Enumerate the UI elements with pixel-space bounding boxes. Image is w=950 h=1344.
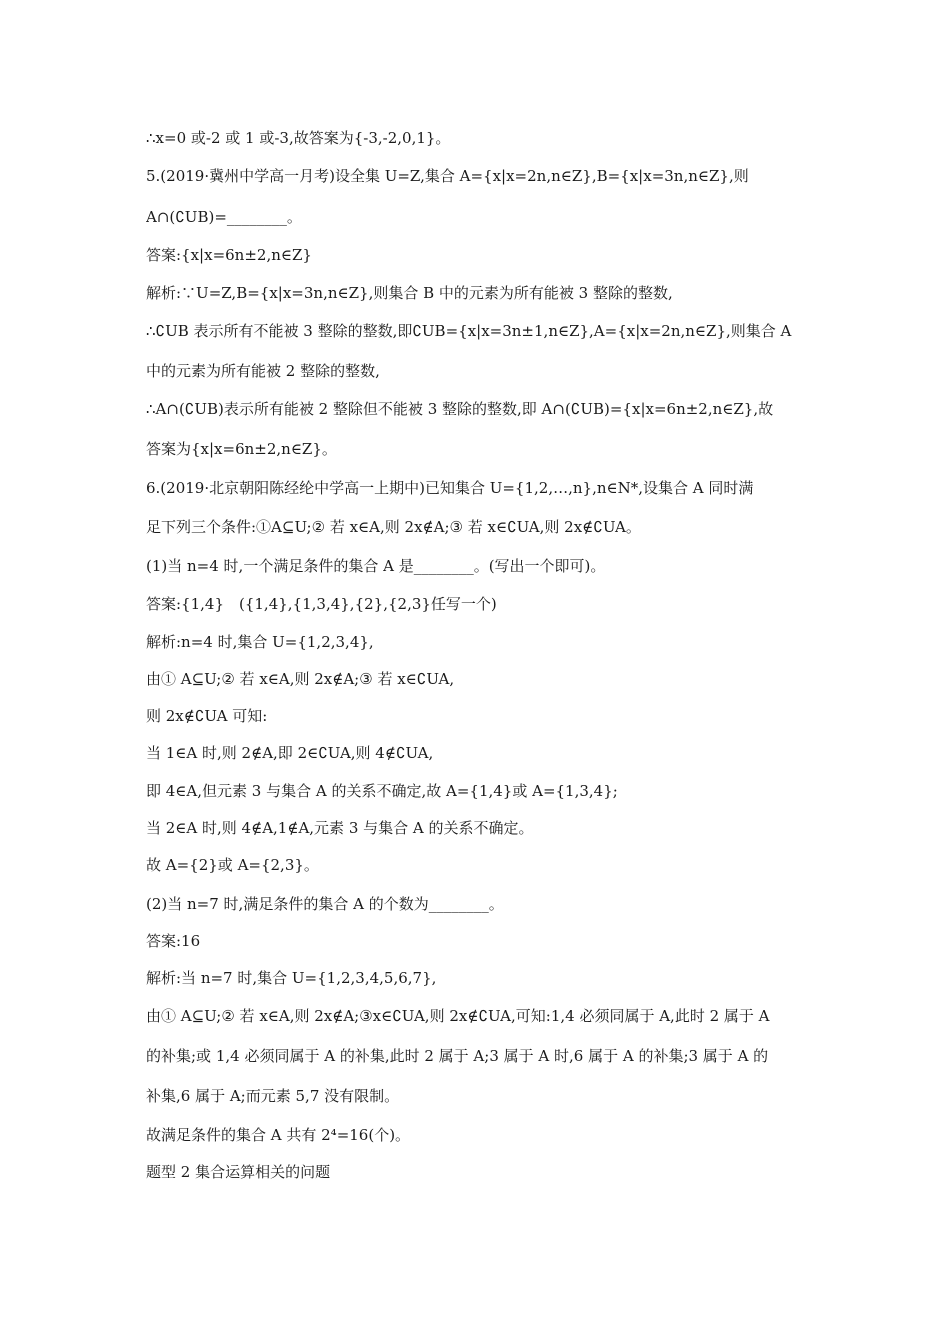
question-6-part-1: (1)当 n=4 时,一个满足条件的集合 A 是________。(写出一个即可)。 bbox=[146, 557, 606, 575]
section-heading: 题型 2 集合运算相关的问题 bbox=[146, 1163, 331, 1181]
text-line: 故 A={2}或 A={2,3}。 bbox=[146, 856, 319, 874]
question-5-stem: 5.(2019·冀州中学高一月考)设全集 U=Z,集合 A={x|x=2n,n∈Z},B={x|x=3n,n∈Z},则 bbox=[146, 167, 749, 185]
text-line: 解析:当 n=7 时,集合 U={1,2,3,4,5,6,7}, bbox=[146, 969, 437, 987]
text-line: 解析:∵U=Z,B={x|x=3n,n∈Z},则集合 B 中的元素为所有能被 3 整除的整数, bbox=[146, 284, 673, 302]
text-line: 解析:n=4 时,集合 U={1,2,3,4}, bbox=[146, 633, 374, 651]
text-line: ∴∁UB 表示所有不能被 3 整除的整数,即∁UB={x|x=3n±1,n∈Z},A={x|x=2n,n∈Z},则集合 A bbox=[146, 322, 792, 340]
question-5-answer: 答案:{x|x=6n±2,n∈Z} bbox=[146, 246, 312, 264]
question-5-blank: A∩(∁UB)=________。 bbox=[146, 208, 302, 226]
text-line: 中的元素为所有能被 2 整除的整数, bbox=[146, 362, 380, 380]
text-line: 当 2∈A 时,则 4∉A,1∉A,元素 3 与集合 A 的关系不确定。 bbox=[146, 819, 534, 837]
text-line: 的补集;或 1,4 必须同属于 A 的补集,此时 2 属于 A;3 属于 A 时,6 属于 A 的补集;3 属于 A 的 bbox=[146, 1047, 769, 1065]
text-line: 故满足条件的集合 A 共有 2⁴=16(个)。 bbox=[146, 1126, 411, 1144]
text-line: 即 4∈A,但元素 3 与集合 A 的关系不确定,故 A={1,4}或 A={1,3,4}; bbox=[146, 782, 618, 800]
question-6-part-2-answer: 答案:16 bbox=[146, 932, 201, 950]
text-line: 当 1∈A 时,则 2∉A,即 2∈∁UA,则 4∉∁UA, bbox=[146, 744, 434, 762]
text-line: 补集,6 属于 A;而元素 5,7 没有限制。 bbox=[146, 1087, 400, 1105]
text-line: 由① A⊆U;② 若 x∈A,则 2x∉A;③ 若 x∈∁UA, bbox=[146, 670, 455, 688]
text-line: 足下列三个条件:①A⊆U;② 若 x∈A,则 2x∉A;③ 若 x∈∁UA,则 2x∉∁UA。 bbox=[146, 518, 641, 536]
text-line: 则 2x∉∁UA 可知: bbox=[146, 707, 268, 725]
question-6-stem: 6.(2019·北京朝阳陈经纶中学高一上期中)已知集合 U={1,2,…,n},n∈N*,设集合 A 同时满 bbox=[146, 479, 754, 497]
text-line: 答案为{x|x=6n±2,n∈Z}。 bbox=[146, 440, 337, 458]
text-line: ∴x=0 或-2 或 1 或-3,故答案为{-3,-2,0,1}。 bbox=[146, 129, 451, 147]
text-line: ∴A∩(∁UB)表示所有能被 2 整除但不能被 3 整除的整数,即 A∩(∁UB)={x|x=6n±2,n∈Z},故 bbox=[146, 400, 774, 418]
text-line: 由① A⊆U;② 若 x∈A,则 2x∉A;③x∈∁UA,则 2x∉∁UA,可知:1,4 必须同属于 A,此时 2 属于 A bbox=[146, 1007, 770, 1025]
question-6-part-2: (2)当 n=7 时,满足条件的集合 A 的个数为________。 bbox=[146, 895, 504, 913]
question-6-part-1-answer: 答案:{1,4} ({1,4},{1,3,4},{2},{2,3}任写一个) bbox=[146, 595, 497, 613]
